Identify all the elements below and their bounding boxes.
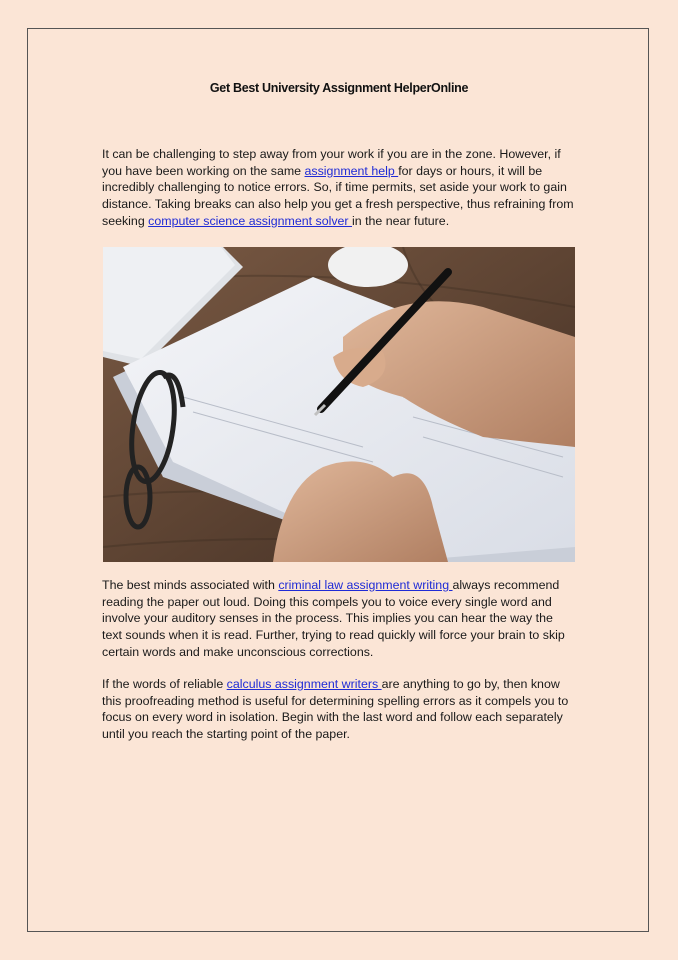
- assignment-help-link[interactable]: assignment help: [304, 163, 399, 178]
- calculus-assignment-writers-link[interactable]: calculus assignment writers: [226, 677, 382, 691]
- paragraph-1-text-c: in the near future.: [352, 213, 450, 228]
- paragraph-3-text-a: If the words of reliable: [102, 677, 227, 691]
- hands-writing-photo: [103, 247, 575, 562]
- paragraph-2-text-a: The best minds associated with: [102, 578, 279, 592]
- paragraph-2-text-b: always recommend reading the paper out loud. Doing this compels you to voice every single word and involve your auditory senses in the process. This implies you can hear the way the text sounds when it is read. Further, trying to read quickly will force your brain to skip certain words and make unconscious corrections.: [102, 578, 565, 659]
- paragraph-1: [102, 146, 576, 230]
- paragraph-1-text-b: for days or hours, it will be incredibly challenging to notice errors. So, if time permits, set aside your work to gain distance. Taking breaks can also help you get a fresh perspective, thus refraining from seeking: [102, 163, 574, 228]
- computer-science-assignment-solver-link[interactable]: computer science assignment solver: [148, 213, 353, 228]
- document-title: Get Best University Assignment HelperOnline: [209, 81, 469, 95]
- paragraph-3-text-b: are anything to go by, then know this proofreading method is useful for determining spelling errors as it compels you to focus on every word in isolation. Begin with the last word and follow each separately until you reach the starting point of the paper.: [102, 677, 569, 742]
- paragraph-2: [102, 577, 576, 661]
- paragraph-3: [102, 676, 576, 743]
- criminal-law-assignment-writing-link[interactable]: criminal law assignment writing: [278, 578, 453, 592]
- paragraph-1-text-a: It can be challenging to step away from your work if you are in the zone. However, if you have been working on the same: [102, 147, 561, 178]
